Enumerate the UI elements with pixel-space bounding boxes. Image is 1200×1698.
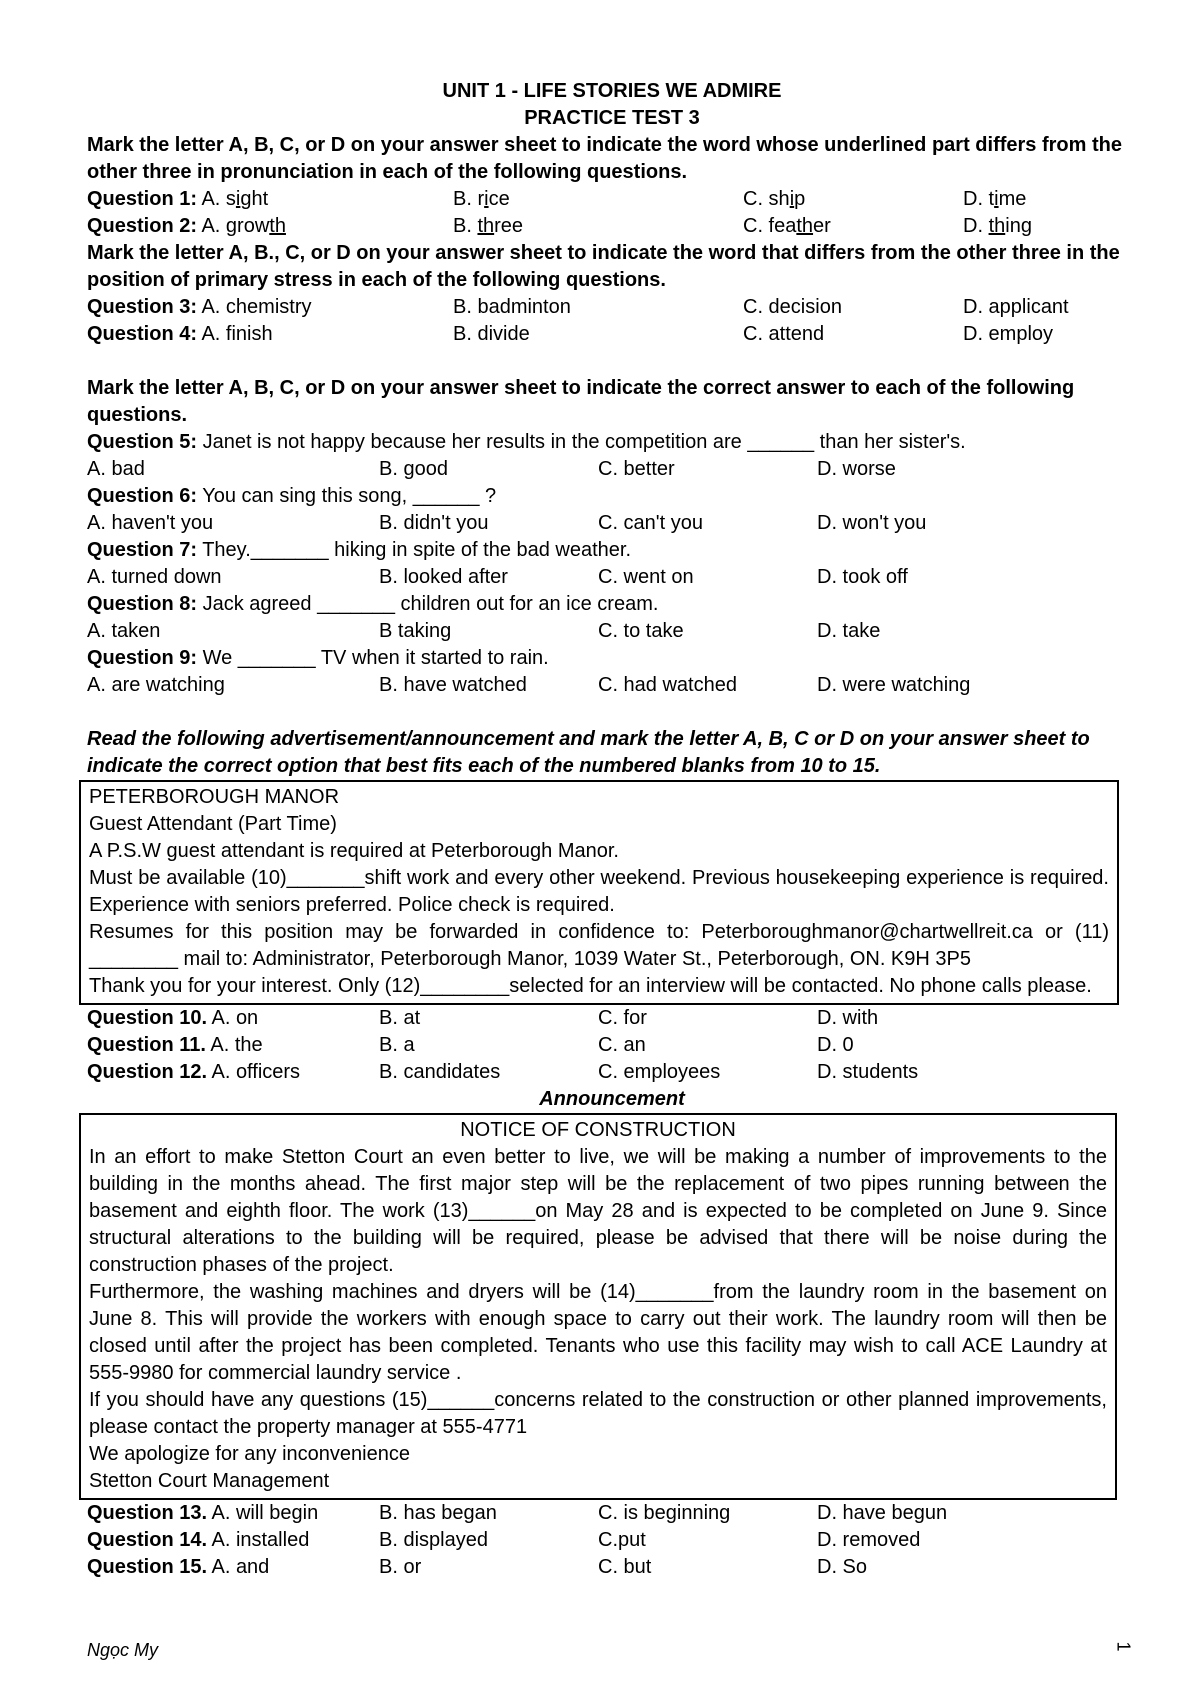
options-row (87, 1059, 1137, 1086)
option-b: B. has began (379, 1502, 497, 1524)
option-c: C. attend (743, 323, 825, 345)
option-d: D. So (817, 1556, 868, 1578)
question-row (87, 294, 1137, 321)
option-c: C. had watched (598, 674, 737, 696)
option-d: D. have begun (817, 1502, 948, 1524)
options-row (87, 564, 1137, 591)
question-row (87, 321, 1137, 348)
question-stem: Question 9: We _______ TV when it started to rain. (87, 647, 549, 669)
options-row (87, 1527, 1137, 1554)
test-title: PRACTICE TEST 3 (524, 107, 700, 129)
option-c: C. feather (743, 215, 831, 237)
option-a: A. haven't you (87, 512, 214, 534)
notice-paragraph: We apologize for any inconvenience (89, 1443, 410, 1465)
option-d: D. were watching (817, 674, 971, 696)
notice-paragraph: Furthermore, the washing machines and dryers will be (14)_______from the laundry room in the basement on June 8. This will provide the workers with enough space to carry out their work. The laundry room will then be closed until after the project has been completed. Tenants who use this facility may wish to call ACE Laundry at 555-9980 for commercial laundry service . (89, 1281, 1107, 1384)
options-row (87, 672, 1137, 699)
notice-title: NOTICE OF CONSTRUCTION (460, 1119, 736, 1141)
option-a: Question 2: A. growth (87, 215, 286, 237)
option-b: B. badminton (453, 296, 571, 318)
notice-signature: Stetton Court Management (89, 1470, 330, 1492)
notice-paragraph: In an effort to make Stetton Court an even better to live, we will be making a number of improvements to the building in the months ahead. The first major step will be the replacement of two pipes running between the basement and eighth floor. The work (13)______on May 28 and is expected to be completed on June 9. Since structural alterations to the building will be required, please be advised that there will be noise during the construction phases of the project. (89, 1146, 1107, 1276)
option-b: B. displayed (379, 1529, 488, 1551)
option-a: Question 10. A. on (87, 1007, 259, 1029)
options-row (87, 1032, 1137, 1059)
question-stem: Question 5: Janet is not happy because her results in the competition are ______ than her sister's. (87, 431, 966, 453)
option-a: Question 1: A. sight (87, 188, 269, 210)
question-stem: Question 7: They._______ hiking in spite of the bad weather. (87, 539, 632, 561)
option-d: D. 0 (817, 1034, 854, 1056)
option-d: D. applicant (963, 296, 1069, 318)
question-row (87, 213, 1137, 240)
option-a: Question 12. A. officers (87, 1061, 301, 1083)
option-b: B. divide (453, 323, 530, 345)
option-a: Question 3: A. chemistry (87, 296, 312, 318)
option-c: C.put (598, 1529, 646, 1551)
option-a: Question 15. A. and (87, 1556, 270, 1578)
options-row (87, 1005, 1137, 1032)
option-d: D. took off (817, 566, 908, 588)
option-c: C. better (598, 458, 675, 480)
option-b: B. have watched (379, 674, 527, 696)
footer-author: Ngọc My (87, 1640, 159, 1660)
option-c: C. went on (598, 566, 694, 588)
option-a: A. turned down (87, 566, 222, 588)
option-c: C. but (598, 1556, 652, 1578)
ad-line: Resumes for this position may be forwarded in confidence to: Peterboroughmanor@chartwellreit.ca or (11) ________ mail to: Administrator, Peterborough Manor, 1039 Water St., Peterborough, ON. K9H 3P5 (89, 921, 1109, 970)
advertisement-box (79, 780, 1119, 1005)
options-row (87, 456, 1137, 483)
worksheet-page (87, 78, 1137, 1581)
option-a: Question 4: A. finish (87, 323, 273, 345)
option-b: B. looked after (379, 566, 508, 588)
option-d: D. thing (963, 215, 1032, 237)
option-c: C. employees (598, 1061, 721, 1083)
option-b: B. rice (453, 188, 510, 210)
option-b: B. good (379, 458, 448, 480)
options-row (87, 618, 1137, 645)
option-d: D. time (963, 188, 1027, 210)
option-d: D. employ (963, 323, 1054, 345)
reading-instruction: Read the following advertisement/announcement and mark the letter A, B, C or D on your answer sheet to indicate the correct option that best fits each of the numbered blanks from 10 to 15. (87, 728, 1090, 777)
question-stem: Question 6: You can sing this song, ______ ? (87, 485, 497, 507)
question-stem: Question 8: Jack agreed _______ children out for an ice cream. (87, 593, 659, 615)
option-d: D. with (817, 1007, 879, 1029)
option-a: Question 13. A. will begin (87, 1502, 319, 1524)
options-row (87, 1554, 1137, 1581)
option-b: B. three (453, 215, 524, 237)
option-b: B. or (379, 1556, 422, 1578)
option-c: C. can't you (598, 512, 703, 534)
page-number: 1 (1113, 1641, 1134, 1652)
option-b: B. candidates (379, 1061, 501, 1083)
option-b: B. at (379, 1007, 421, 1029)
options-row (87, 510, 1137, 537)
stress-instruction: Mark the letter A, B., C, or D on your answer sheet to indicate the word that differs from the other three in the position of primary stress in each of the following questions. (87, 242, 1120, 291)
ad-line: Guest Attendant (Part Time) (89, 813, 337, 835)
option-a: A. bad (87, 458, 145, 480)
option-d: D. students (817, 1061, 919, 1083)
notice-box (79, 1113, 1117, 1500)
option-c: C. decision (743, 296, 842, 318)
option-a: A. taken (87, 620, 161, 642)
option-a: Question 14. A. installed (87, 1529, 310, 1551)
unit-title: UNIT 1 - LIFE STORIES WE ADMIRE (442, 80, 782, 102)
grammar-instruction: Mark the letter A, B, C, or D on your answer sheet to indicate the correct answer to each of the following questions. (87, 377, 1075, 426)
option-b: B. didn't you (379, 512, 489, 534)
option-a: A. are watching (87, 674, 225, 696)
option-b: B. a (379, 1034, 415, 1056)
option-c: C. to take (598, 620, 684, 642)
option-c: C. is beginning (598, 1502, 731, 1524)
option-c: C. for (598, 1007, 647, 1029)
notice-paragraph: If you should have any questions (15)______concerns related to the construction or other planned improvements, please contact the property manager at 555-4771 (89, 1389, 1107, 1438)
ad-line: Thank you for your interest. Only (12)________selected for an interview will be contacted. No phone calls please. (89, 975, 1092, 997)
option-d: D. removed (817, 1529, 921, 1551)
option-d: D. take (817, 620, 881, 642)
option-a: Question 11. A. the (87, 1034, 263, 1056)
ad-title: PETERBOROUGH MANOR (89, 786, 340, 808)
option-d: D. worse (817, 458, 896, 480)
option-c: C. an (598, 1034, 646, 1056)
option-d: D. won't you (817, 512, 927, 534)
option-c: C. ship (743, 188, 806, 210)
ad-line: A P.S.W guest attendant is required at Peterborough Manor. (89, 840, 619, 862)
question-row (87, 186, 1137, 213)
options-row (87, 1500, 1137, 1527)
announcement-heading: Announcement (539, 1088, 685, 1110)
ad-line: Must be available (10)_______shift work and every other weekend. Previous housekeeping experience is required. Experience with seniors preferred. Police check is required. (89, 867, 1109, 916)
option-b: B taking (379, 620, 452, 642)
pronunciation-instruction: Mark the letter A, B, C, or D on your answer sheet to indicate the word whose underlined part differs from the other three in pronunciation in each of the following questions. (87, 134, 1122, 183)
